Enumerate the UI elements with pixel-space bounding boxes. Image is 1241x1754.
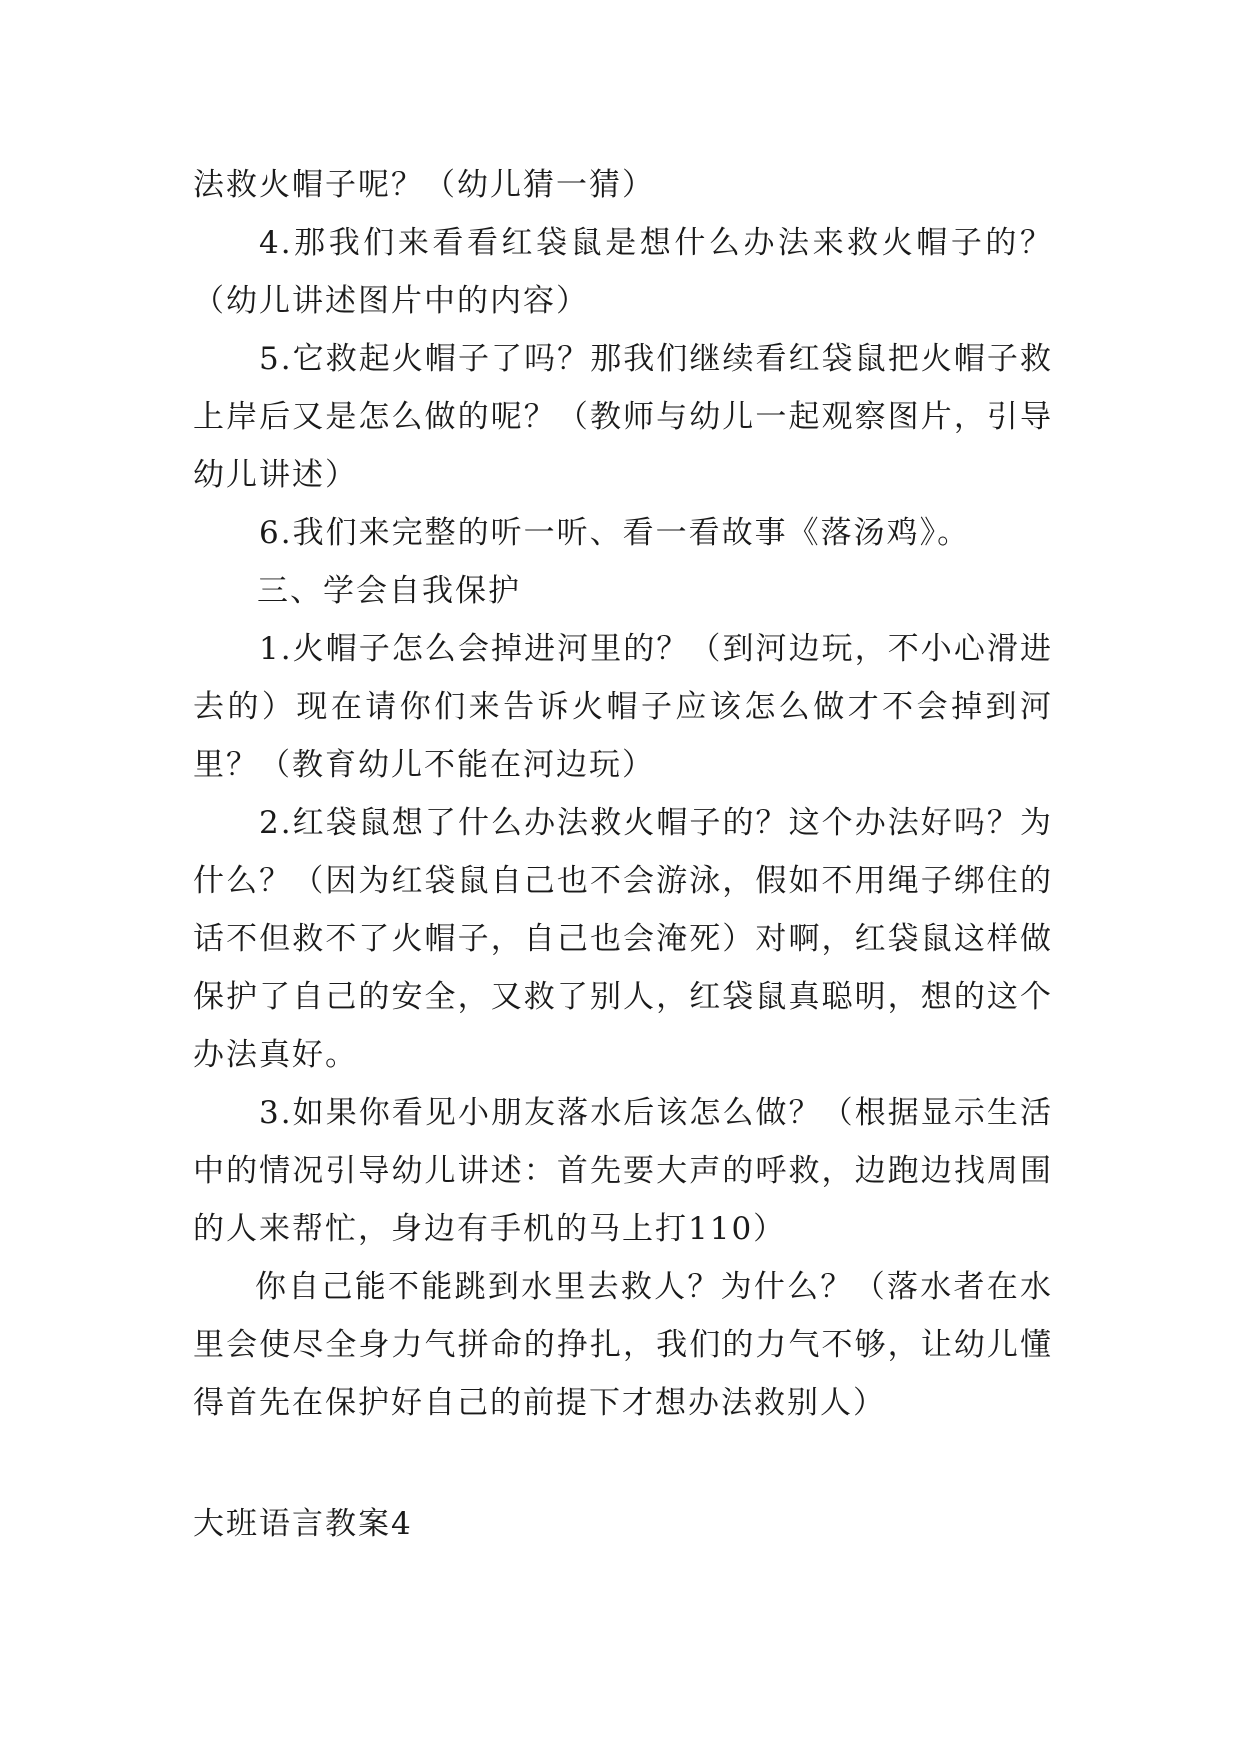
section-title-lesson-4: 大班语言教案4 xyxy=(193,1506,413,1542)
paragraph-protect-3: 3.如果你看见小朋友落水后该怎么做？（根据显示生活中的情况引导幼儿讲述：首先要大声的呼救，边跑边找周围的人来帮忙，身边有手机的马上打110） xyxy=(193,1095,1053,1247)
paragraph-continuation: 法救火帽子呢？（幼儿猜一猜） xyxy=(193,167,655,203)
paragraph-protect-followup: 你自己能不能跳到水里去救人？为什么？（落水者在水里会使尽全身力气拼命的挣扎，我们的力气不够，让幼儿懂得首先在保护好自己的前提下才想办法救别人） xyxy=(193,1269,1053,1421)
paragraph-protect-1: 1.火帽子怎么会掉进河里的？（到河边玩，不小心滑进去的）现在请你们来告诉火帽子应该怎么做才不会掉到河里？（教育幼儿不能在河边玩） xyxy=(193,631,1053,783)
paragraph-step-6: 6.我们来完整的听一听、看一看故事《落汤鸡》。 xyxy=(259,515,971,551)
paragraph-step-4: 4.那我们来看看红袋鼠是想什么办法来救火帽子的？（幼儿讲述图片中的内容） xyxy=(193,225,1053,319)
paragraph-protect-2: 2.红袋鼠想了什么办法救火帽子的？这个办法好吗？为什么？（因为红袋鼠自己也不会游泳，假如不用绳子绑住的话不但救不了火帽子，自己也会淹死）对啊，红袋鼠这样做保护了自己的安全，又救了别人，红袋鼠真聪明，想的这个办法真好。 xyxy=(193,805,1053,1073)
section-heading-self-protection: 三、学会自我保护 xyxy=(257,573,521,609)
paragraph-step-5: 5.它救起火帽子了吗？那我们继续看红袋鼠把火帽子救上岸后又是怎么做的呢？（教师与幼儿一起观察图片，引导幼儿讲述） xyxy=(193,341,1053,493)
document-body xyxy=(193,156,1053,1432)
